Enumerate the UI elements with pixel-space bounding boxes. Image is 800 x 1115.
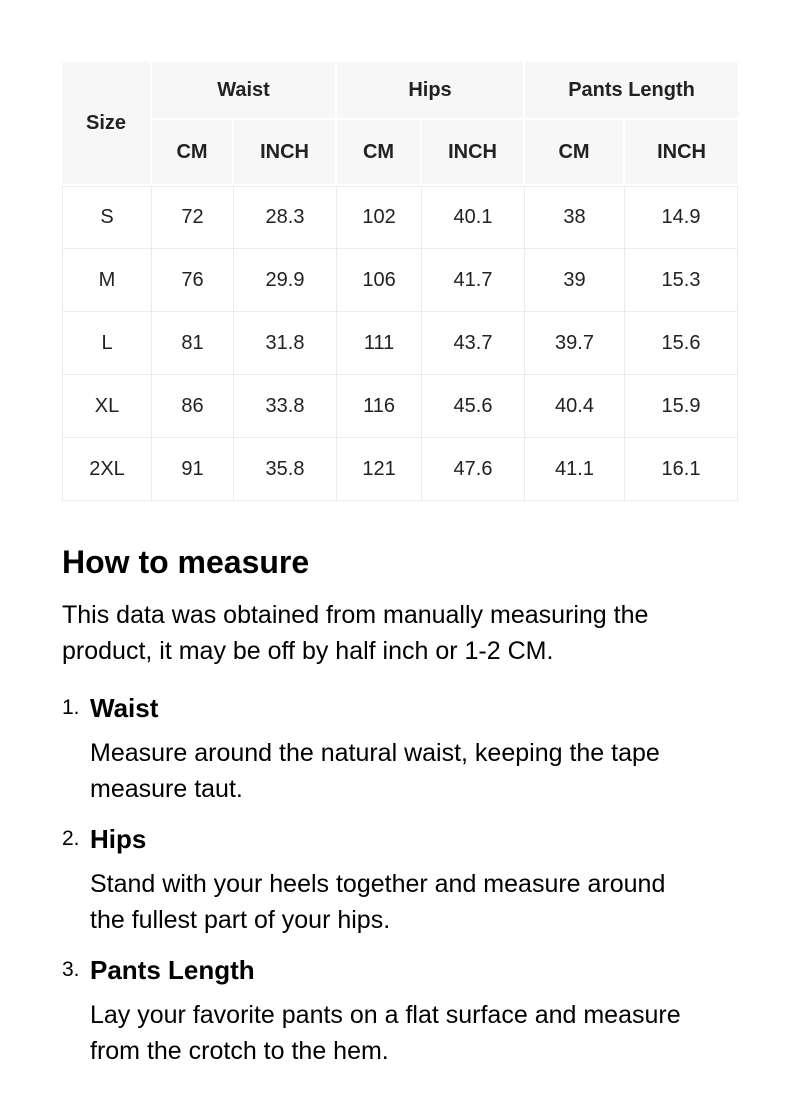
step-title-pants-length: Pants Length xyxy=(90,955,255,985)
list-item-number: 2. xyxy=(62,827,80,850)
header-sub-row xyxy=(62,120,738,186)
cell: 16.1 xyxy=(625,438,738,501)
cell: 35.8 xyxy=(234,438,337,501)
cell: 33.8 xyxy=(234,375,337,438)
cell: 106 xyxy=(337,249,422,312)
cell: 102 xyxy=(337,186,422,249)
step-description-pants-length: Lay your favorite pants on a flat surface and measure from the crotch to the hem. xyxy=(90,1001,681,1065)
cell: 81 xyxy=(152,312,234,375)
step-title-hips: Hips xyxy=(90,824,147,854)
list-item-number: 3. xyxy=(62,958,80,981)
cell: 41.1 xyxy=(525,438,625,501)
row-size-label: L xyxy=(62,312,152,375)
cell: 121 xyxy=(337,438,422,501)
column-header-pants-length: Pants Length xyxy=(525,62,738,120)
row-size-label: S xyxy=(62,186,152,249)
subheader-pants-inch: INCH xyxy=(625,120,738,186)
subheader-hips-cm: CM xyxy=(337,120,422,186)
cell: 116 xyxy=(337,375,422,438)
column-header-size: Size xyxy=(62,62,152,186)
step-description-hips: Stand with your heels together and measure around the fullest part of your hips. xyxy=(90,870,666,934)
measure-steps-list xyxy=(62,691,738,1084)
cell: 76 xyxy=(152,249,234,312)
cell: 72 xyxy=(152,186,234,249)
subheader-waist-cm: CM xyxy=(152,120,234,186)
row-size-label: M xyxy=(62,249,152,312)
cell: 111 xyxy=(337,312,422,375)
cell: 45.6 xyxy=(422,375,525,438)
subheader-hips-inch: INCH xyxy=(422,120,525,186)
table-row-l xyxy=(62,312,738,375)
cell: 41.7 xyxy=(422,249,525,312)
step-description-waist: Measure around the natural waist, keeping the tape measure taut. xyxy=(90,739,660,803)
cell: 15.3 xyxy=(625,249,738,312)
cell: 38 xyxy=(525,186,625,249)
row-size-label: XL xyxy=(62,375,152,438)
cell: 39.7 xyxy=(525,312,625,375)
subheader-pants-cm: CM xyxy=(525,120,625,186)
cell: 31.8 xyxy=(234,312,337,375)
column-header-waist: Waist xyxy=(152,62,337,120)
table-row-2xl xyxy=(62,438,738,501)
list-item-pants-length xyxy=(62,953,738,1084)
table-row-m xyxy=(62,249,738,312)
cell: 47.6 xyxy=(422,438,525,501)
list-item-waist xyxy=(62,691,738,822)
column-header-hips: Hips xyxy=(337,62,525,120)
cell: 15.9 xyxy=(625,375,738,438)
cell: 40.1 xyxy=(422,186,525,249)
cell: 86 xyxy=(152,375,234,438)
measure-disclaimer-text: This data was obtained from manually measuring the product, it may be off by half inch or 1-2 CM. xyxy=(62,601,649,665)
row-size-label: 2XL xyxy=(62,438,152,501)
table-row-s xyxy=(62,186,738,249)
header-group-row xyxy=(62,62,738,120)
size-chart-table xyxy=(62,62,738,501)
cell: 28.3 xyxy=(234,186,337,249)
cell: 29.9 xyxy=(234,249,337,312)
how-to-measure-section xyxy=(62,543,738,1084)
step-title-waist: Waist xyxy=(90,693,159,723)
list-item-hips xyxy=(62,822,738,953)
cell: 39 xyxy=(525,249,625,312)
cell: 43.7 xyxy=(422,312,525,375)
cell: 15.6 xyxy=(625,312,738,375)
cell: 14.9 xyxy=(625,186,738,249)
table-row-xl xyxy=(62,375,738,438)
list-item-number: 1. xyxy=(62,696,80,719)
cell: 91 xyxy=(152,438,234,501)
section-title: How to measure xyxy=(62,544,310,580)
subheader-waist-inch: INCH xyxy=(234,120,337,186)
cell: 40.4 xyxy=(525,375,625,438)
